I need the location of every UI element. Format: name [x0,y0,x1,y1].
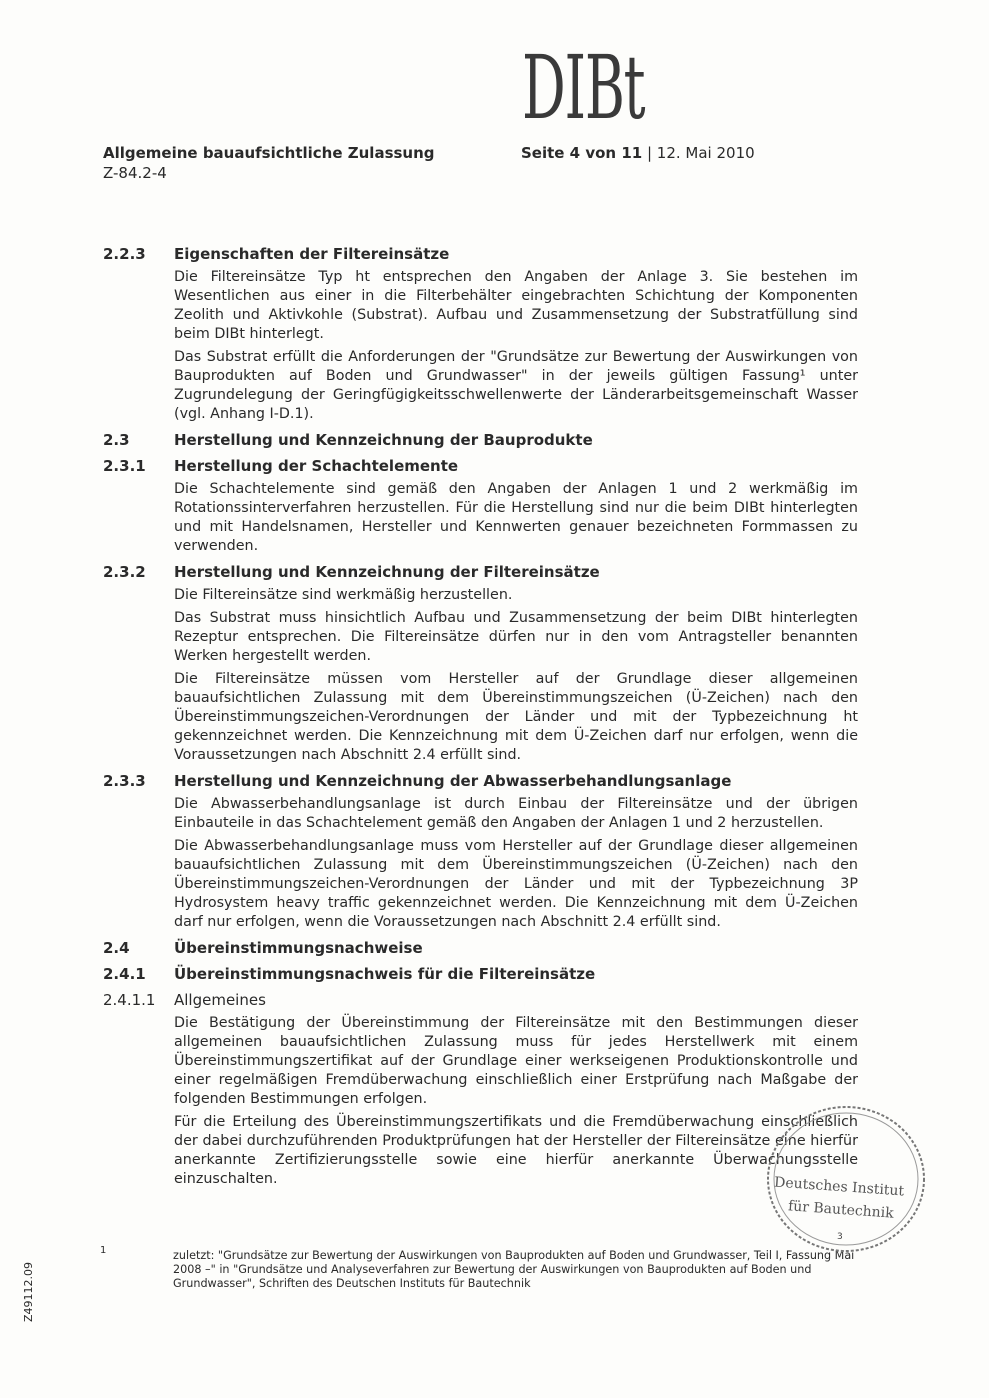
section-heading [103,457,858,476]
section-number: 2.2.3 [103,245,146,263]
paragraph: Die Filtereinsätze sind werkmäßig herzustellen. [174,587,513,603]
institute-stamp [760,1095,928,1255]
section-title: Eigenschaften der Filtereinsätze [174,245,450,263]
section-number: 2.3.3 [103,772,146,790]
section-title: Herstellung der Schachtelemente [174,457,459,475]
section-heading [103,772,858,791]
paragraph: Die Abwasserbehandlungsanlage ist durch Einbau der Filtereinsätze und der übrigen Einbauteile in das Schachtelement gemäß den Angaben der Anlagen 1 und 2 herzustellen. [174,796,858,831]
section-heading [103,991,858,1010]
section-title: Herstellung und Kennzeichnung der Abwasserbehandlungsanlage [174,772,732,790]
section-number: 2.4.1.1 [103,991,156,1009]
paragraph: Die Schachtelemente sind gemäß den Angaben der Anlagen 1 und 2 werkmäßig im Rotationssinterverfahren herzustellen. Für die Herstellung sind nur die beim DIBt hinterlegten und mit Handelsnamen, Hersteller und Kennwerten genauer bezeichneten Formmassen zu verwenden. [174,481,858,554]
paragraph: Das Substrat erfüllt die Anforderungen der "Grundsätze zur Bewertung der Auswirkungen von Bauprodukten auf Boden und Grundwasser" in der jeweils gültigen Fassung¹ unter Zugrundelegung der Geringfügigkeitsschwellenwerte der Länderarbeitsgemeinschaft Wasser (vgl. Anhang I-D.1). [174,349,858,422]
section-number: 2.4 [103,939,130,957]
section-heading [103,245,858,264]
page-label: Seite 4 von 11 [521,144,643,162]
page-info [521,143,755,163]
paragraph: Das Substrat muss hinsichtlich Aufbau und Zusammensetzung der beim DIBt hinterlegten Rezeptur entsprechen. Die Filtereinsätze dürfen nur in den vom Antragsteller benannten Werken hergestellt werden. [174,610,858,664]
section-number: 2.4.1 [103,965,146,983]
stamp-line-1: Deutsches Institut [773,1174,905,1200]
paragraph: Die Bestätigung der Übereinstimmung der Filtereinsätze mit den Bestimmungen dieser allgemeinen bauaufsichtlichen Zulassung muss für jedes Herstellwerk mit einem Übereinstimmungszertifikat auf der Grundlage einer werkseigenen Produktionskontrolle und einer regelmäßigen Fremdüberwachung einschließlich einer Erstprüfung nach Maßgabe der folgenden Bestimmungen erfolgen. [174,1015,858,1107]
section-title: Herstellung und Kennzeichnung der Filtereinsätze [174,563,600,581]
section-heading [103,431,858,450]
paragraph: Für die Erteilung des Übereinstimmungszertifikats und die Fremdüberwachung einschließlich der dabei durchzuführenden Produktprüfungen hat der Hersteller der Filtereinsätze eine hierfür anerkannte Zertifizierungsstelle sowie eine hierfür anerkannte Überwachungsstelle einzuschalten. [174,1114,858,1187]
dibt-logo: DIBt [522,36,645,139]
page-separator: | [642,144,657,162]
section-heading [103,965,858,984]
section-title: Übereinstimmungsnachweise [174,939,423,957]
stamp-line-2: für Bautechnik [787,1198,895,1222]
document-number: Z-84.2-4 [103,164,167,182]
document-header [103,143,435,183]
section-number: 2.3 [103,431,130,449]
section-title: Übereinstimmungsnachweis für die Filtereinsätze [174,965,596,983]
stamp-number: 3 [837,1232,843,1242]
section-heading [103,939,858,958]
section-heading [103,563,858,582]
paragraph: Die Abwasserbehandlungsanlage muss vom Hersteller auf der Grundlage dieser allgemeinen bauaufsichtlichen Zulassung mit dem Übereinstimmungszeichen (Ü-Zeichen) nach den Übereinstimmungszeichen-Verordnungen der Länder und mit der Typbezeichnung 3P Hydrosystem heavy traffic gekennzeichnet werden. Die Kennzeichnung mit dem Ü-Zeichen darf nur erfolgen, wenn die Voraussetzungen nach Abschnitt 2.4 erfüllt sind. [174,838,858,930]
section-title: Herstellung und Kennzeichnung der Bauprodukte [174,431,593,449]
side-reference-code: Z49112.09 [22,1261,35,1322]
paragraph: Die Filtereinsätze müssen vom Hersteller auf der Grundlage dieser allgemeinen bauaufsichtlichen Zulassung mit dem Übereinstimmungszeichen (Ü-Zeichen) nach den Übereinstimmungszeichen-Verordnungen der Länder und mit der Typbezeichnung ht gekennzeichnet werden. Die Kennzeichnung mit dem Ü-Zeichen darf nur erfolgen, wenn die Voraussetzungen nach Abschnitt 2.4 erfüllt sind. [174,671,858,763]
footnote-mark: 1 [100,1245,107,1256]
document-title: Allgemeine bauaufsichtliche Zulassung [103,144,435,162]
document-date: 12. Mai 2010 [656,144,755,162]
paragraph: Die Filtereinsätze Typ ht entsprechen den Angaben der Anlage 3. Sie bestehen im Wesentlichen aus einer in die Filterbehälter eingebrachten Schichtung der Komponenten Zeolith und Aktivkohle (Substrat). Aufbau und Zusammensetzung der Substratfüllung sind beim DIBt hinterlegt. [174,269,858,342]
section-number: 2.3.1 [103,457,146,475]
section-number: 2.3.2 [103,563,146,581]
footnote-text: zuletzt: "Grundsätze zur Bewertung der Auswirkungen von Bauprodukten auf Boden und Grundwasser, Teil I, Fassung Mai 2008 –" in "Grundsätze und Analyseverfahren zur Bewertung der Auswirkungen von Bauprodukten auf Boden und Grundwasser", Schriften des Deutschen Instituts für Bautechnik [173,1249,855,1290]
section-title: Allgemeines [174,991,266,1009]
document-body [103,245,858,1189]
